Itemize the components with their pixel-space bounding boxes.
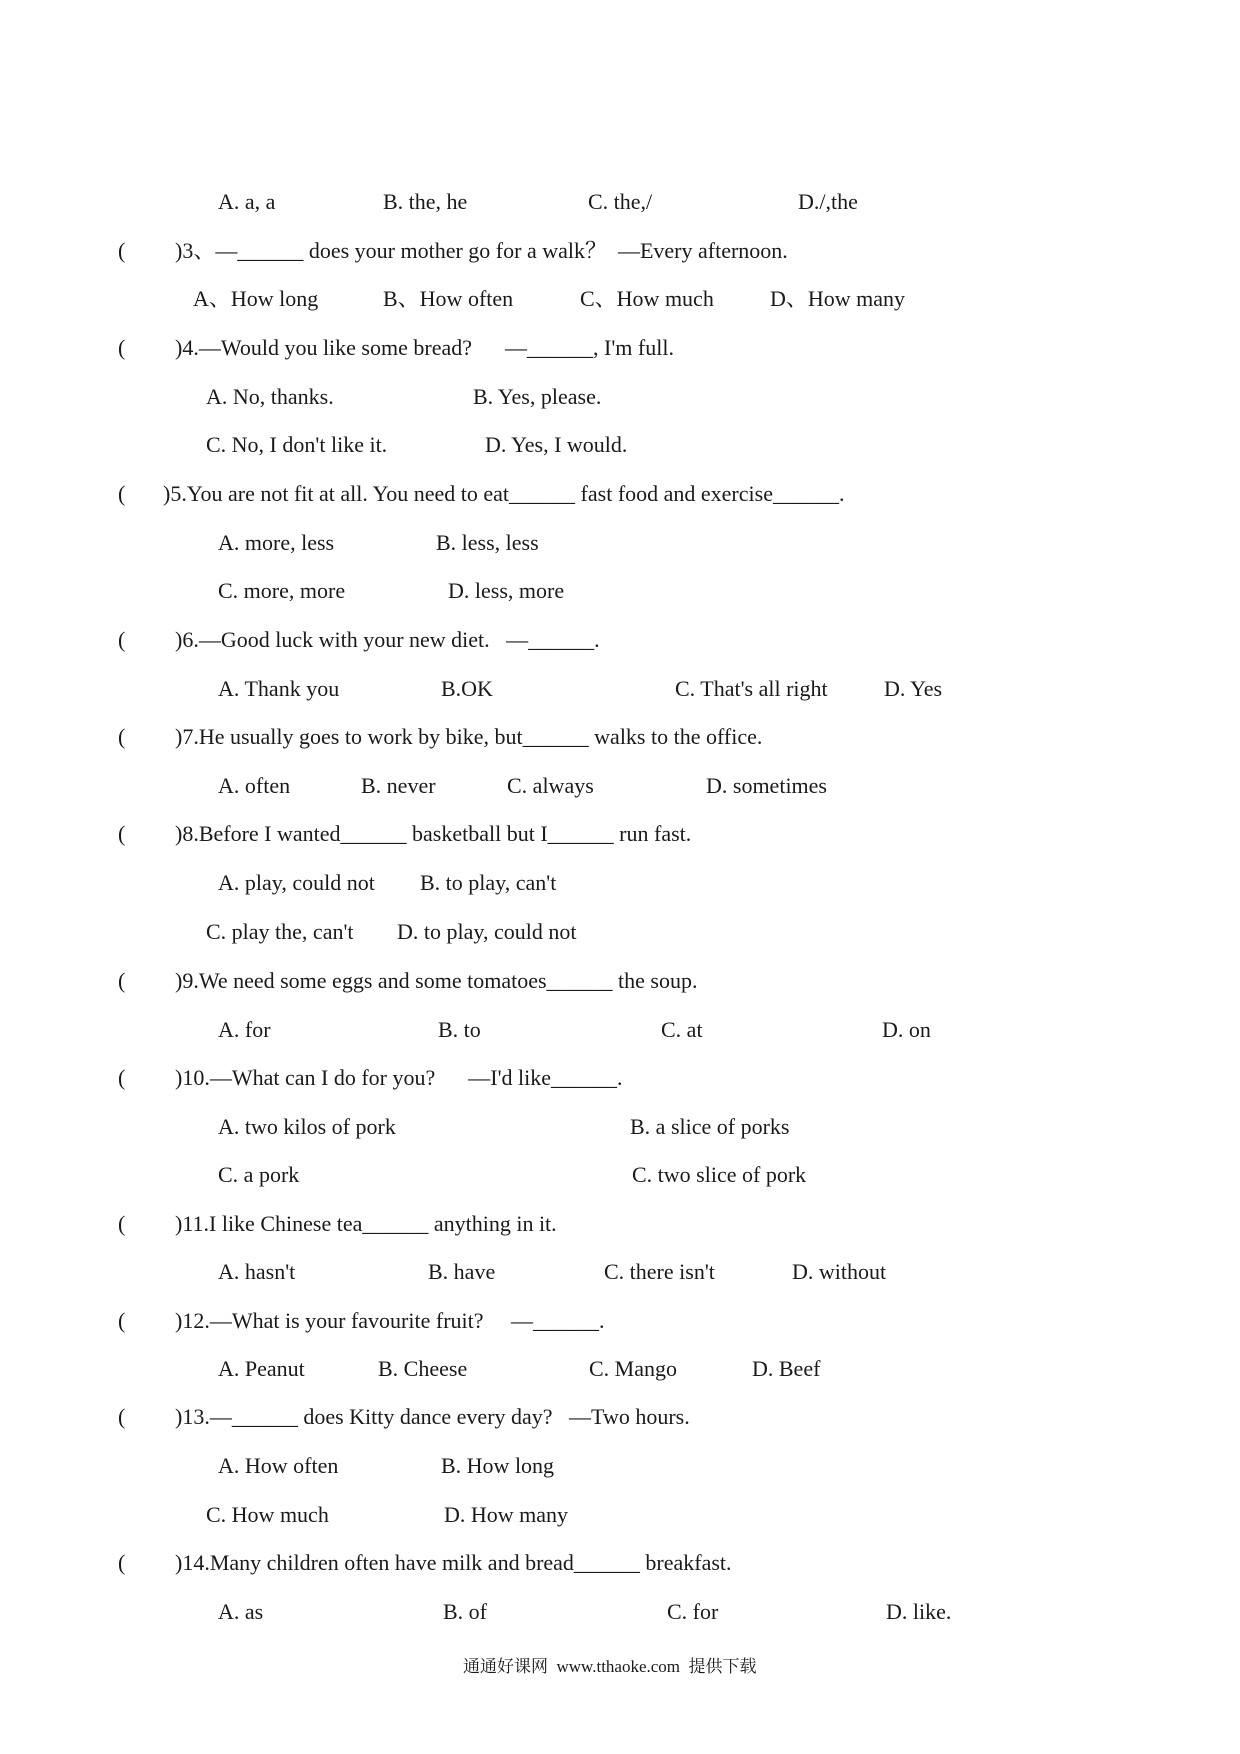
option: A. for bbox=[218, 1017, 271, 1042]
option: C. play the, can't bbox=[206, 919, 354, 944]
option: C. a pork bbox=[218, 1162, 300, 1187]
answer-paren: ( bbox=[118, 481, 126, 506]
option: C. Mango bbox=[589, 1356, 677, 1381]
option: B. of bbox=[443, 1599, 487, 1624]
answer-paren: ( bbox=[118, 1308, 126, 1333]
option: D. sometimes bbox=[706, 773, 827, 798]
option: C. No, I don't like it. bbox=[206, 432, 388, 457]
option: C. at bbox=[661, 1017, 703, 1042]
option: B. less, less bbox=[436, 530, 539, 555]
option: D. to play, could not bbox=[397, 919, 577, 944]
answer-paren: ( bbox=[118, 724, 126, 749]
option: D. less, more bbox=[448, 578, 565, 603]
footer-credit: 通通好课网 www.tthaoke.com 提供下载 bbox=[463, 1657, 757, 1676]
option: D. Yes, I would. bbox=[485, 432, 628, 457]
question-stem: )9.We need some eggs and some tomatoes______ the soup. bbox=[175, 968, 698, 993]
option: A. often bbox=[218, 773, 291, 798]
option: A. more, less bbox=[218, 530, 335, 555]
option: A. as bbox=[218, 1599, 264, 1624]
option: D. on bbox=[882, 1017, 931, 1042]
answer-paren: ( bbox=[118, 627, 126, 652]
option: B.OK bbox=[441, 676, 493, 701]
option: B. a slice of porks bbox=[630, 1114, 790, 1139]
option: B. How long bbox=[441, 1453, 555, 1478]
question-stem: )10.—What can I do for you? —I'd like______. bbox=[175, 1065, 623, 1090]
option: A. No, thanks. bbox=[206, 384, 334, 409]
option: A. How often bbox=[218, 1453, 339, 1478]
option: B. Yes, please. bbox=[473, 384, 602, 409]
option: D. without bbox=[792, 1259, 887, 1284]
option: C. two slice of pork bbox=[632, 1162, 807, 1187]
option: D、How many bbox=[770, 286, 906, 311]
answer-paren: ( bbox=[118, 1211, 126, 1236]
option: D./,the bbox=[798, 189, 858, 214]
option: B. to play, can't bbox=[420, 870, 557, 895]
option: B. Cheese bbox=[378, 1356, 468, 1381]
answer-paren: ( bbox=[118, 968, 126, 993]
option: A、How long bbox=[193, 286, 319, 311]
answer-paren: ( bbox=[118, 1550, 126, 1575]
option: A. Thank you bbox=[218, 676, 340, 701]
option: B. have bbox=[428, 1259, 496, 1284]
answer-paren: ( bbox=[118, 1404, 126, 1429]
question-stem: )14.Many children often have milk and bread______ breakfast. bbox=[175, 1550, 732, 1575]
question-stem: )11.I like Chinese tea______ anything in it. bbox=[175, 1211, 557, 1236]
question-stem: )3、—______ does your mother go for a walk？ —Every afternoon. bbox=[175, 238, 788, 263]
question-stem: )7.He usually goes to work by bike, but______ walks to the office. bbox=[175, 724, 763, 749]
option: C. always bbox=[507, 773, 594, 798]
option: B、How often bbox=[383, 286, 514, 311]
option: A. a, a bbox=[218, 189, 276, 214]
option: D. Beef bbox=[752, 1356, 821, 1381]
option: A. play, could not bbox=[218, 870, 375, 895]
option: C. more, more bbox=[218, 578, 346, 603]
option: B. the, he bbox=[383, 189, 468, 214]
question-stem: )13.—______ does Kitty dance every day? —Two hours. bbox=[175, 1404, 690, 1429]
question-stem: )5.You are not fit at all. You need to eat______ fast food and exercise______. bbox=[163, 481, 845, 506]
answer-paren: ( bbox=[118, 821, 126, 846]
question-stem: )6.—Good luck with your new diet. —______. bbox=[175, 627, 600, 652]
option: D. Yes bbox=[884, 676, 943, 701]
answer-paren: ( bbox=[118, 335, 126, 360]
option: C. That's all right bbox=[675, 676, 828, 701]
option: C. How much bbox=[206, 1502, 329, 1527]
option: D. How many bbox=[444, 1502, 569, 1527]
option: D. like. bbox=[886, 1599, 952, 1624]
option: C. the,/ bbox=[588, 189, 653, 214]
question-stem: )8.Before I wanted______ basketball but I______ run fast. bbox=[175, 821, 692, 846]
option: C、How much bbox=[580, 286, 714, 311]
option: B. never bbox=[361, 773, 436, 798]
option: A. two kilos of pork bbox=[218, 1114, 396, 1139]
option: B. to bbox=[438, 1017, 481, 1042]
option: C. there isn't bbox=[604, 1259, 715, 1284]
option: A. Peanut bbox=[218, 1356, 305, 1381]
answer-paren: ( bbox=[118, 238, 126, 263]
question-stem: )4.—Would you like some bread? —______, I'm full. bbox=[175, 335, 674, 360]
answer-paren: ( bbox=[118, 1065, 126, 1090]
option: C. for bbox=[667, 1599, 719, 1624]
option: A. hasn't bbox=[218, 1259, 296, 1284]
question-stem: )12.—What is your favourite fruit? —______. bbox=[175, 1308, 605, 1333]
